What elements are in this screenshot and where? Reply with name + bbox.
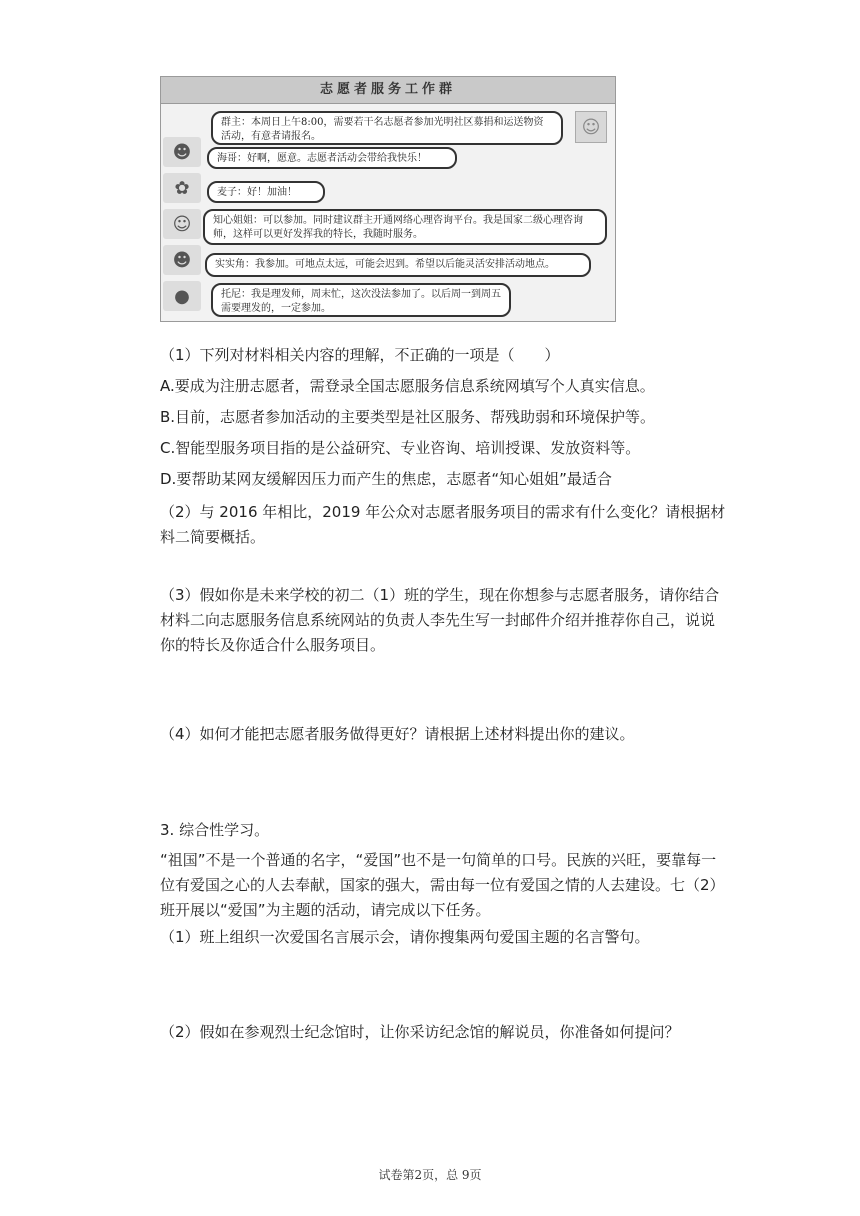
section-3-heading: 3. 综合性学习。 (160, 821, 270, 839)
chat-message: 海哥：好啊，愿意。志愿者活动会带给我快乐！ (207, 147, 457, 169)
chat-message: 托尼：我是理发师，周末忙，这次没法参加了。以后周一到周五需要理发的，一定参加。 (211, 283, 511, 317)
avatar-smiley-icon: ☺ (163, 209, 201, 239)
chat-title: 志愿者服务工作群 (161, 77, 615, 104)
task-2: （2）假如在参观烈士纪念馆时，让你采访纪念馆的解说员，你准备如何提问？ (160, 1023, 680, 1041)
option-b: B.目前，志愿者参加活动的主要类型是社区服务、帮残助弱和环境保护等。 (160, 408, 656, 426)
page-footer: 试卷第2页，总 9页 (378, 1168, 482, 1182)
task-1: （1）班上组织一次爱国名言展示会，请你搜集两句爱国主题的名言警句。 (160, 928, 650, 946)
question-2: （2）与 2016 年相比，2019 年公众对志愿者服务项目的需求有什么变化？请根据材料二简要概括。 (160, 503, 726, 546)
member-avatars (163, 137, 203, 317)
question-4: （4）如何才能把志愿者服务做得更好？请根据上述材料提出你的建议。 (160, 725, 635, 743)
chat-screenshot (160, 76, 616, 322)
chat-message: 群主：本周日上午8:00，需要若干名志愿者参加光明社区募捐和运送物资活动，有意者请报名。 (211, 111, 563, 145)
avatar-cartoon-icon: ☻ (163, 245, 201, 275)
chat-message: 知心姐姐：可以参加。同时建议群主开通网络心理咨询平台。我是国家二级心理咨询师，这样可以更好发挥我的特长，我随时服务。 (203, 209, 607, 245)
option-d: D.要帮助某网友缓解因压力而产生的焦虑，志愿者“知心姐姐”最适合 (160, 470, 612, 488)
section-3-intro: “祖国”不是一个普通的名字，“爱国”也不是一句简单的口号。民族的兴旺，要靠每一位有爱国之心的人去奉献，国家的强大，需由每一位有爱国之情的人去建设。七（2）班开展以“爱国”为主题的活动，请完成以下任务。 (160, 851, 725, 919)
question-3: （3）假如你是未来学校的初二（1）班的学生，现在你想参与志愿者服务，请你结合材料二向志愿服务信息系统网站的负责人李先生写一封邮件介绍并推荐你自己，说说你的特长及你适合什么服务项目。 (160, 586, 720, 654)
chat-message: 麦子：好！加油！ (207, 181, 325, 203)
avatar-dog-icon: ● (163, 281, 201, 311)
option-c: C.智能型服务项目指的是公益研究、专业咨询、培训授课、发放资料等。 (160, 439, 641, 457)
group-owner-avatar: ☺ (575, 111, 607, 143)
question-1: （1）下列对材料相关内容的理解，不正确的一项是（ ） (160, 346, 560, 364)
avatar-flower-icon: ✿ (163, 173, 201, 203)
option-a: A.要成为注册志愿者，需登录全国志愿服务信息系统网填写个人真实信息。 (160, 377, 655, 395)
chat-message: 实实角：我参加。可地点太远，可能会迟到。希望以后能灵活安排活动地点。 (205, 253, 591, 277)
avatar-chick-icon: ☻ (163, 137, 201, 167)
